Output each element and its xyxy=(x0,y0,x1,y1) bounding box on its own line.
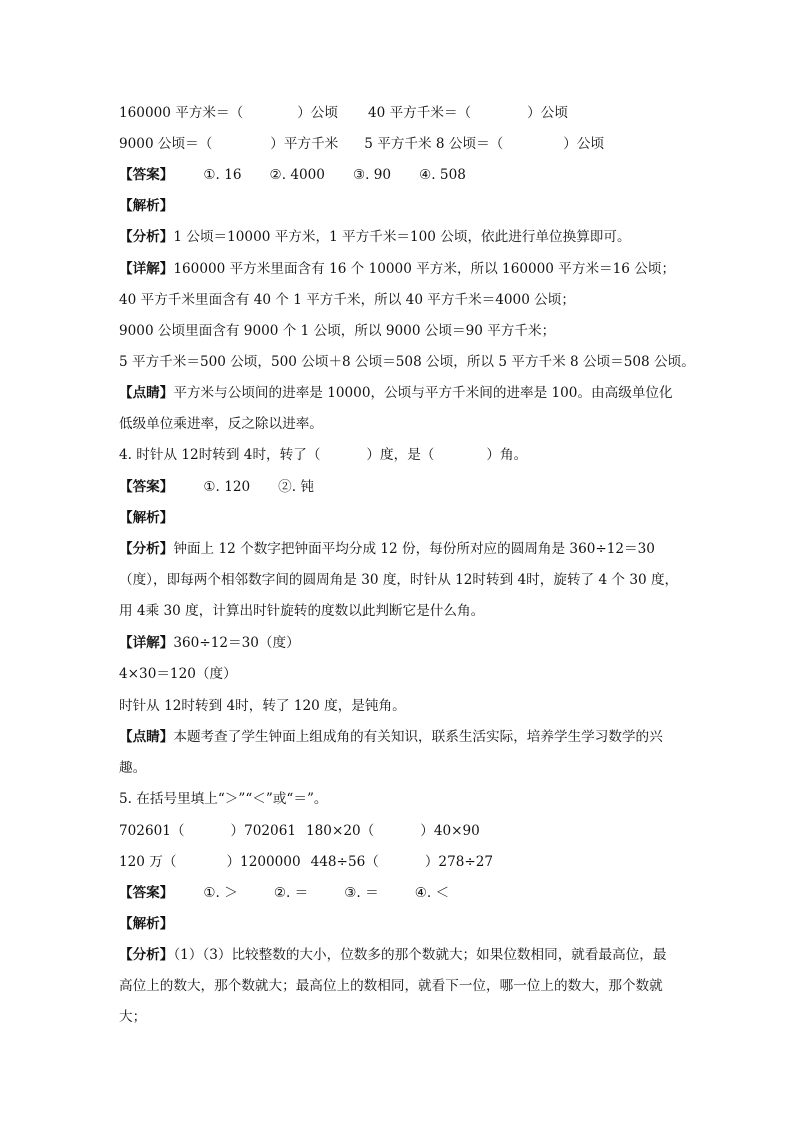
q3-answer xyxy=(119,166,466,184)
q5-fenxi xyxy=(119,940,679,1033)
dianjing-text: 平方米与公顷间的进率是 10000，公顷与平方千米间的进率是 100。由高级单位化低级单位乘进率，反之除以进率。 xyxy=(119,385,673,432)
answer-item: ①. 120 xyxy=(203,479,251,495)
answer-tag: 【答案】 xyxy=(119,167,174,183)
q5-row1-part-d: ）40×90 xyxy=(420,823,480,839)
q4-xiangjie-1 xyxy=(119,634,300,652)
q5-row-1 xyxy=(119,822,480,840)
q5-row2-part-c: 448÷56（ xyxy=(310,854,379,870)
q3-xiangjie-1 xyxy=(119,260,675,278)
q5-jiexi-tag: 【解析】 xyxy=(119,916,174,932)
q3-line1-part-d: ）公顷 xyxy=(527,105,568,121)
q3-line2-part-b: ）平方千米 xyxy=(270,136,339,152)
q3-line-2 xyxy=(119,135,604,153)
q4-answer xyxy=(119,478,314,496)
q5-question: 5. 在括号里填上“＞”“＜”或“＝”。 xyxy=(119,791,328,807)
answer-item: ②. 4000 xyxy=(269,167,325,183)
xiangjie-tag: 【详解】 xyxy=(119,261,174,277)
fenxi-text: （1）（3）比较整数的大小，位数多的那个数就大；如果位数相同，就看最高位，最高位上的数大，那个数就大；最高位上的数相同，就看下一位，哪一位上的数大，那个数就大； xyxy=(119,947,667,1025)
answer-item: ④. 508 xyxy=(419,167,466,183)
q3-line2-part-a: 9000 公顷＝（ xyxy=(119,136,213,152)
q3-jiexi-tag: 【解析】 xyxy=(119,198,174,214)
q5-row2-part-d: ）278÷27 xyxy=(424,854,494,870)
q4-question-part-a: 4. 时针从 12时转到 4时，转了（ xyxy=(119,447,321,463)
answer-item: ②. ＝ xyxy=(273,885,309,901)
fenxi-text: 钟面上 12 个数字把钟面平均分成 12 份，每份所对应的圆周角是 360÷12＝30（度），即每两个相邻数字间的圆周角是 30 度，时针从 12时转到 4时，旋转了 4 个 30 度，用 4乘 30 度，计算出时针旋转的度数以此判断它是什么角。 xyxy=(119,541,679,619)
xiangjie-text: 160000 平方米里面含有 16 个 10000 平方米，所以 160000 平方米＝16 公顷； xyxy=(173,261,676,277)
dianjing-tag: 【点睛】 xyxy=(119,385,174,401)
q3-line1-part-c: 40 平方千米＝（ xyxy=(367,105,472,121)
q4-dianjing xyxy=(119,722,679,784)
q3-xiangjie-2: 40 平方千米里面含有 40 个 1 平方千米，所以 40 平方千米＝4000 公顷； xyxy=(119,292,575,308)
answer-item: ①. ＞ xyxy=(203,885,238,901)
answer-item: ④. ＜ xyxy=(414,885,450,901)
q3-xiangjie-4: 5 平方千米＝500 公顷，500 公顷＋8 公顷＝508 公顷，所以 5 平方千米 8 公顷＝508 公顷。 xyxy=(119,354,695,370)
q4-jiexi-tag: 【解析】 xyxy=(119,510,174,526)
xiangjie-tag: 【详解】 xyxy=(119,635,174,651)
fenxi-text: 1 公顷＝10000 平方米，1 平方千米＝100 公顷，依此进行单位换算即可。 xyxy=(173,229,631,245)
q3-fenxi xyxy=(119,228,631,246)
q5-row1-part-c: 180×20（ xyxy=(306,823,375,839)
dianjing-tag: 【点睛】 xyxy=(119,729,174,745)
q3-dianjing xyxy=(119,378,679,440)
q3-line2-part-d: ）公顷 xyxy=(563,136,605,152)
q5-row1-part-a: 702601（ xyxy=(119,823,185,839)
answer-item: ①. 16 xyxy=(203,167,242,183)
q5-row-2 xyxy=(119,853,493,871)
answer-item: ②. 钝 xyxy=(278,479,314,495)
q3-line2-part-c: 5 平方千米 8 公顷＝（ xyxy=(364,136,504,152)
q3-xiangjie-3: 9000 公顷里面含有 9000 个 1 公顷，所以 9000 公顷＝90 平方千米； xyxy=(119,323,556,339)
q5-answer xyxy=(119,884,449,902)
fenxi-tag: 【分析】 xyxy=(119,541,174,557)
q4-question-part-b: ）度，是（ xyxy=(366,447,435,463)
q5-row2-part-b: ）1200000 xyxy=(226,854,301,870)
answer-item: ③. ＝ xyxy=(344,885,379,901)
q3-line1-part-a: 160000 平方米＝（ xyxy=(119,105,244,121)
answer-tag: 【答案】 xyxy=(119,885,174,901)
answer-item: ③. 90 xyxy=(352,167,392,183)
xiangjie-text: 360÷12＝30（度） xyxy=(173,635,300,651)
q5-row2-part-a: 120 万（ xyxy=(119,854,177,870)
dianjing-text: 本题考查了学生钟面上组成角的有关知识，联系生活实际，培养学生学习数学的兴趣。 xyxy=(119,729,663,776)
q4-calc: 4×30＝120（度） xyxy=(119,666,237,682)
q4-fenxi xyxy=(119,534,679,627)
answer-tag: 【答案】 xyxy=(119,479,174,495)
q5-row1-part-b: ）702061 xyxy=(230,823,296,839)
fenxi-tag: 【分析】 xyxy=(119,947,174,963)
q4-question-part-c: ）角。 xyxy=(486,447,528,463)
q4-question xyxy=(119,446,527,464)
fenxi-tag: 【分析】 xyxy=(119,229,174,245)
q4-conclusion: 时针从 12时转到 4时，转了 120 度，是钝角。 xyxy=(119,698,406,714)
q3-line1-part-b: ）公顷 xyxy=(297,105,338,121)
q3-line-1 xyxy=(119,104,568,122)
